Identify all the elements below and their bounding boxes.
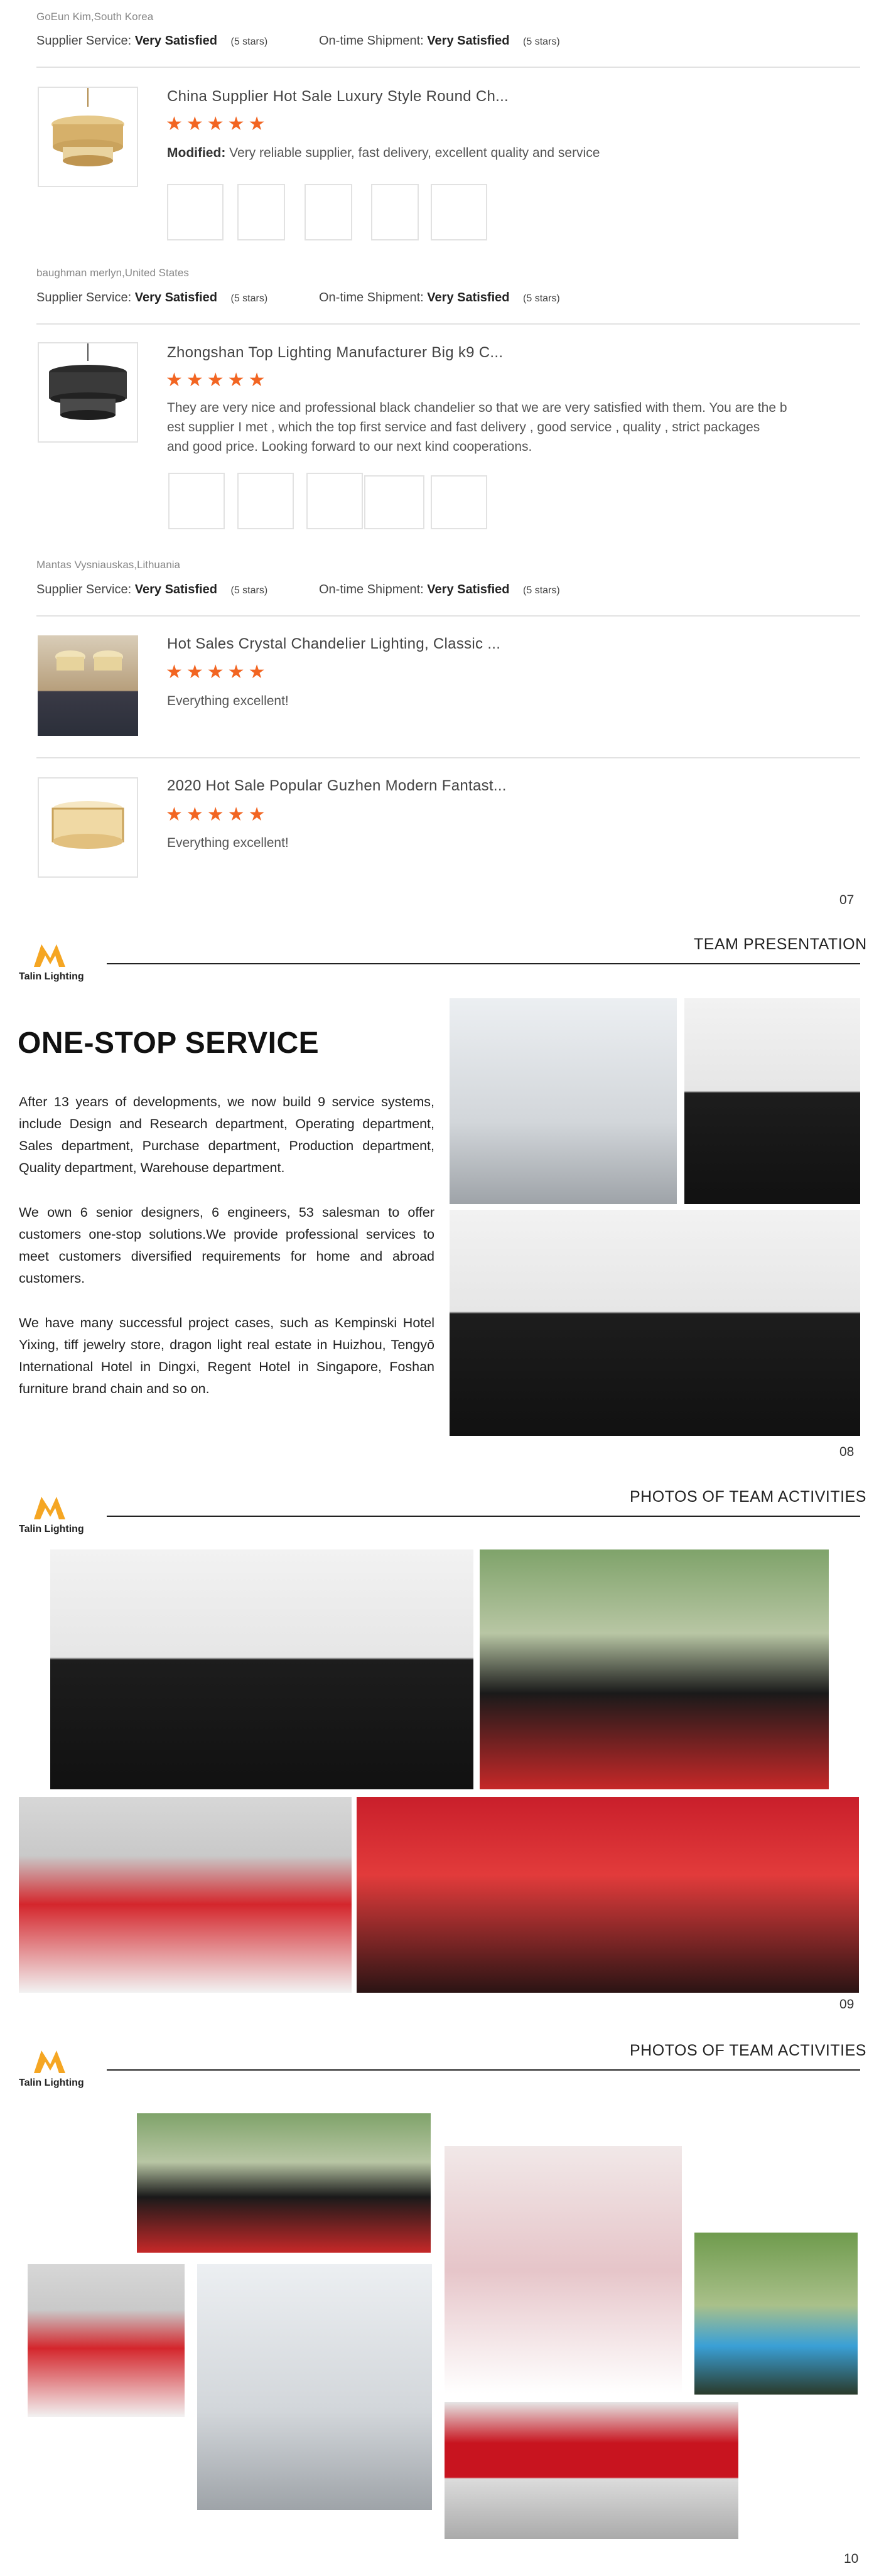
talin-logo-icon (31, 2048, 79, 2076)
modified-label: Modified: (167, 146, 226, 160)
team-training-photo (197, 2264, 432, 2510)
supplier-service-label: Supplier Service: (36, 583, 132, 596)
founders-photo (684, 998, 860, 1204)
review-photo[interactable] (167, 184, 224, 240)
section-rule (107, 1516, 860, 1517)
review-body: Very reliable supplier, fast delivery, excellent quality and service (229, 146, 600, 160)
reviewer-name: GoEun Kim,South Korea (36, 11, 154, 23)
projects-paragraph: We have many successful project cases, such as Kempinski Hotel Yixing, tiff jewelry store, dragon light real estate in Huizhou, Tengyō International Hotel in Dingxi, Regent Hotel in Singapore, Foshan furniture brand chain and so on. (19, 1315, 434, 1396)
intro-paragraph: After 13 years of developments, we now build 9 service systems, include Design and Research department, Operating department, Sales department, Purchase department, Production department, Quality department, Warehouse department. (19, 1094, 434, 1175)
shipment-value: Very Satisfied (427, 583, 510, 596)
review-photo[interactable] (237, 473, 294, 529)
talin-logo-icon (31, 1494, 79, 1522)
star-rating: ★★★★★ (166, 114, 269, 134)
section-rule (107, 963, 860, 964)
review-ratings-row (36, 34, 267, 48)
product-title[interactable]: 2020 Hot Sale Popular Guzhen Modern Fantast... (167, 777, 507, 794)
shipment-stars: (5 stars) (523, 36, 560, 47)
page-title: ONE-STOP SERVICE (18, 1027, 320, 1060)
section-header: TEAM PRESENTATION (694, 935, 867, 953)
section-header: PHOTOS OF TEAM ACTIVITIES (630, 1488, 866, 1506)
page-number: 09 (839, 1997, 855, 2012)
supplier-service-label: Supplier Service: (36, 34, 132, 48)
review-line: est supplier I met , which the top first service and fast delivery , good service , quality , strict packages (167, 420, 760, 434)
review-text (167, 143, 600, 163)
shipment-label: On-time Shipment: (319, 34, 424, 48)
divider (36, 67, 860, 68)
reviewer-name: Mantas Vysniauskas,Lithuania (36, 559, 181, 571)
star-rating: ★★★★★ (166, 662, 269, 682)
review-text (167, 398, 833, 456)
review-photo[interactable] (371, 184, 419, 240)
review-text: Everything excellent! (167, 694, 289, 708)
talin-logo-icon (31, 942, 79, 969)
supplier-service-stars: (5 stars) (230, 293, 268, 304)
shipment-ratings-row (319, 34, 560, 48)
review-photo[interactable] (306, 473, 363, 529)
shipment-stars: (5 stars) (523, 585, 560, 596)
supplier-service-label: Supplier Service: (36, 291, 132, 304)
supplier-service-stars: (5 stars) (230, 36, 268, 47)
review-photo[interactable] (237, 184, 285, 240)
review-line: They are very nice and professional black chandelier so that we are very satisfied with them. You are the b (167, 401, 787, 415)
shipment-ratings-row (319, 291, 560, 305)
product-title[interactable]: Hot Sales Crystal Chandelier Lighting, Classic ... (167, 635, 501, 652)
section-rule (107, 2069, 860, 2071)
product-thumbnail[interactable] (38, 87, 138, 187)
brand-name: Talin Lighting (19, 971, 84, 982)
brand-name: Talin Lighting (19, 2078, 84, 2088)
outdoor-hiking-photo (694, 2233, 858, 2395)
review-ratings-row (36, 583, 267, 597)
divider (36, 323, 860, 325)
page-number: 10 (844, 2552, 859, 2566)
shipment-ratings-row (319, 583, 560, 597)
shipment-label: On-time Shipment: (319, 583, 424, 596)
team-photo-white-shirts (50, 1549, 473, 1789)
shipment-value: Very Satisfied (427, 291, 510, 304)
office-meeting-photo (450, 998, 677, 1204)
review-ratings-row (36, 291, 267, 305)
review-photo[interactable] (364, 475, 424, 529)
review-line: and good price. Looking forward to our next kind cooperations. (167, 439, 532, 454)
page-number: 07 (839, 893, 855, 907)
supplier-service-value: Very Satisfied (134, 291, 217, 304)
divider (36, 757, 860, 758)
supplier-service-value: Very Satisfied (134, 34, 217, 48)
product-thumbnail[interactable] (38, 342, 138, 443)
review-photo[interactable] (305, 184, 352, 240)
supplier-service-value: Very Satisfied (134, 583, 217, 596)
brand-name: Talin Lighting (19, 1524, 84, 1534)
review-text: Everything excellent! (167, 836, 289, 850)
star-rating: ★★★★★ (166, 804, 269, 825)
product-thumbnail[interactable] (38, 635, 138, 736)
review-photo[interactable] (431, 475, 487, 529)
shipment-label: On-time Shipment: (319, 291, 424, 304)
award-car-photo (445, 2402, 738, 2539)
team-photo-celebration-hall (357, 1797, 859, 1993)
supplier-service-stars: (5 stars) (230, 585, 268, 596)
team-paragraph: We own 6 senior designers, 6 engineers, 53 salesman to offer customers one-stop solutions.We provide professional services to meet customers diversified requirements for home and abroad customers. (19, 1205, 434, 1286)
birthday-party-photo (445, 2146, 682, 2393)
team-photo-outdoor-banner (480, 1549, 829, 1789)
reviewer-name: baughman merlyn,United States (36, 267, 189, 279)
team-group-photo (450, 1210, 860, 1436)
shipment-stars: (5 stars) (523, 293, 560, 304)
product-title[interactable]: Zhongshan Top Lighting Manufacturer Big k9 C... (167, 344, 504, 361)
review-photo[interactable] (431, 184, 487, 240)
star-rating: ★★★★★ (166, 370, 269, 391)
team-banner-photo (137, 2113, 431, 2253)
review-photo[interactable] (168, 473, 225, 529)
section-header: PHOTOS OF TEAM ACTIVITIES (630, 2042, 866, 2059)
product-title[interactable]: China Supplier Hot Sale Luxury Style Round Ch... (167, 88, 509, 105)
product-thumbnail[interactable] (38, 777, 138, 878)
group-selfie-photo (28, 2264, 185, 2417)
page-number: 08 (839, 1445, 855, 1459)
team-photo-red-shirts (19, 1797, 352, 1993)
shipment-value: Very Satisfied (427, 34, 510, 48)
divider (36, 615, 860, 617)
